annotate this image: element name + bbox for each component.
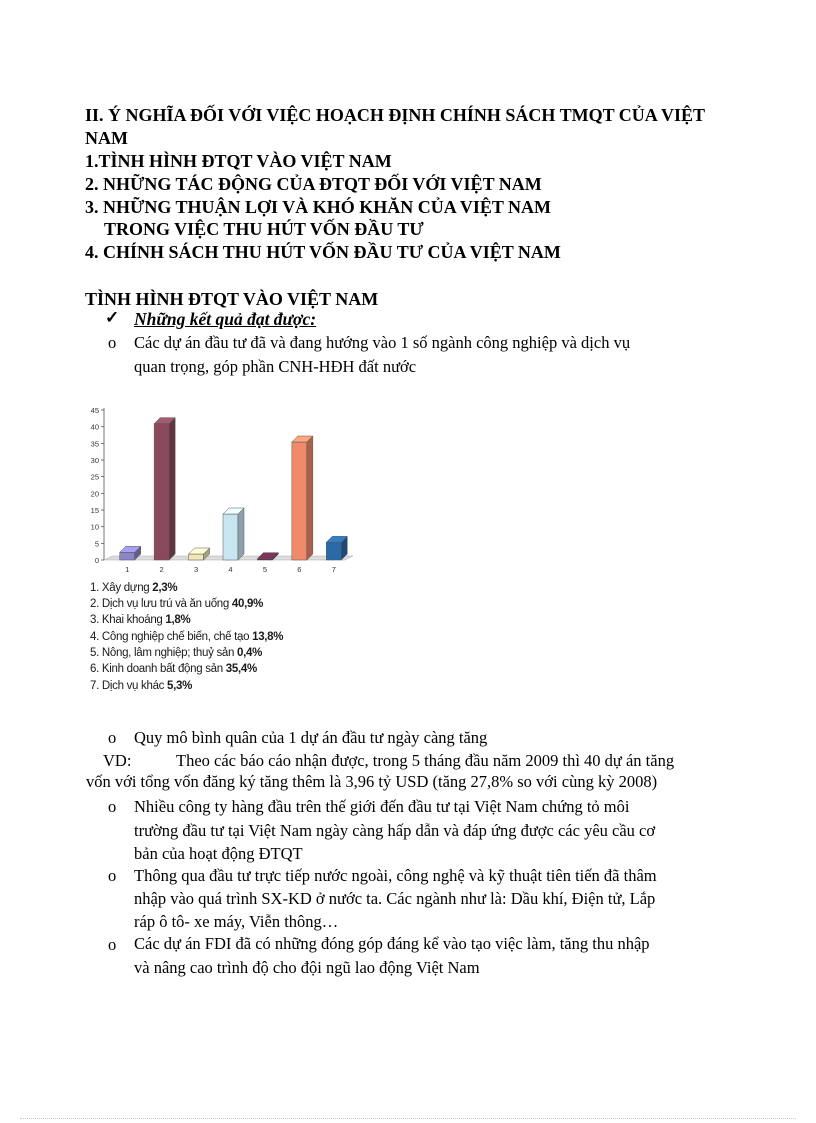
bar-side-4 bbox=[238, 508, 244, 560]
bullet5-line2: và nâng cao trình độ cho đội ngũ lao động Việt Nam bbox=[134, 958, 480, 977]
bullet1-line1: Các dự án đầu tư đã và đang hướng vào 1 số ngành công nghiệp và dịch vụ bbox=[134, 333, 631, 352]
legend-item: 4. Công nghiệp chế biến, chế tạo 13,8% bbox=[90, 631, 284, 643]
legend-item: 5. Nông, lâm nghiệp; thuỷ sản 0,4% bbox=[90, 647, 263, 659]
y-tick-label: 45 bbox=[90, 406, 99, 415]
bar-side-6 bbox=[307, 436, 313, 560]
bullet2-text: Quy mô bình quân của 1 dự án đầu tư ngày càng tăng bbox=[134, 728, 488, 747]
x-tick-label: 4 bbox=[228, 565, 233, 574]
legend-item: 3. Khai khoáng 1,8% bbox=[90, 614, 191, 626]
bullet3-line1: Nhiều công ty hàng đầu trên thế giới đến đầu tư tại Việt Nam chứng tỏ môi bbox=[134, 797, 630, 816]
bullet3-line3: bản của hoạt động ĐTQT bbox=[134, 844, 303, 863]
bullet4-line2: nhập vào quá trình SX-KD ở nước ta. Các ngành như là: Dầu khí, Điện tử, Lắp bbox=[134, 889, 656, 908]
checkmark-icon: ✓ bbox=[105, 308, 120, 327]
bullet3-line2: trường đầu tư tại Việt Nam ngày càng hấp dẫn và đáp ứng được các yêu cầu cơ bbox=[134, 821, 656, 840]
outline-item-2: 2. NHỮNG TÁC ĐỘNG CỦA ĐTQT ĐỐI VỚI VIỆT NAM bbox=[85, 174, 542, 194]
y-tick-label: 40 bbox=[90, 422, 99, 432]
bullet-marker: o bbox=[108, 333, 117, 352]
bar-2 bbox=[154, 424, 169, 560]
investment-bar-chart bbox=[88, 398, 358, 580]
section-title-line2: NAM bbox=[85, 128, 128, 148]
bar-7 bbox=[326, 542, 341, 560]
bullet-marker: o bbox=[108, 797, 117, 816]
bar-side-2 bbox=[169, 418, 175, 560]
vd-line2: vốn với tổng vốn đăng ký tăng thêm là 3,96 tỷ USD (tăng 27,8% so với cùng kỳ 2008) bbox=[86, 772, 658, 791]
bullet-marker: o bbox=[108, 866, 117, 885]
bullet-marker: o bbox=[108, 935, 117, 954]
section-title-line1: II. Ý NGHĨA ĐỐI VỚI VIỆC HOẠCH ĐỊNH CHÍNH SÁCH TMQT CỦA VIỆT bbox=[85, 105, 705, 125]
legend-item: 6. Kinh doanh bất động sản 35,4% bbox=[90, 663, 257, 675]
y-tick-label: 20 bbox=[90, 489, 99, 499]
legend-item: 1. Xây dựng 2,3% bbox=[90, 582, 178, 594]
outline-item-3-cont: TRONG VIỆC THU HÚT VỐN ĐẦU TƯ bbox=[104, 219, 424, 239]
x-tick-label: 2 bbox=[159, 565, 164, 574]
legend-item: 2. Dịch vụ lưu trú và ăn uống 40,9% bbox=[90, 598, 264, 610]
outline-item-1: 1.TÌNH HÌNH ĐTQT VÀO VIỆT NAM bbox=[85, 151, 392, 171]
outline-item-3: 3. NHỮNG THUẬN LỢI VÀ KHÓ KHĂN CỦA VIỆT NAM bbox=[85, 197, 552, 217]
bullet1-line2: quan trọng, góp phần CNH-HĐH đất nước bbox=[134, 357, 417, 376]
achievements-label: Những kết quả đạt được: bbox=[134, 309, 317, 329]
y-tick-label: 30 bbox=[90, 456, 99, 465]
x-tick-label: 7 bbox=[331, 565, 336, 574]
bullet-marker: o bbox=[108, 728, 117, 747]
y-tick-label: 5 bbox=[94, 539, 99, 549]
bullet4-line3: ráp ô tô- xe máy, Viễn thông… bbox=[134, 912, 339, 931]
bar-4 bbox=[223, 514, 238, 560]
bar-6 bbox=[292, 442, 307, 560]
y-tick-label: 10 bbox=[90, 522, 99, 532]
bar-1 bbox=[120, 552, 135, 560]
legend-item: 7. Dịch vụ khác 5,3% bbox=[90, 680, 193, 692]
bullet5-line1: Các dự án FDI đã có những đóng góp đáng kể vào tạo việc làm, tăng thu nhập bbox=[134, 934, 650, 953]
y-tick-label: 0 bbox=[94, 556, 99, 565]
x-tick-label: 5 bbox=[262, 565, 268, 574]
outline-item-4: 4. CHÍNH SÁCH THU HÚT VỐN ĐẦU TƯ CỦA VIỆT NAM bbox=[85, 242, 561, 262]
y-tick-label: 25 bbox=[90, 472, 99, 482]
y-tick-label: 15 bbox=[90, 506, 99, 515]
topic-heading: TÌNH HÌNH ĐTQT VÀO VIỆT NAM bbox=[85, 289, 379, 309]
x-tick-label: 6 bbox=[297, 565, 302, 574]
x-tick-label: 1 bbox=[125, 565, 130, 574]
vd-line1: Theo các báo cáo nhận được, trong 5 tháng đầu năm 2009 thì 40 dự án tăng bbox=[176, 751, 675, 770]
bullet4-line1: Thông qua đầu tư trực tiếp nước ngoài, công nghệ và kỹ thuật tiên tiến đã thâm bbox=[134, 866, 657, 885]
x-tick-label: 3 bbox=[193, 565, 199, 574]
page-bottom-border bbox=[20, 1118, 796, 1119]
bar-3 bbox=[189, 554, 204, 560]
vd-label: VD: bbox=[103, 751, 132, 770]
y-tick-label: 35 bbox=[90, 439, 99, 449]
